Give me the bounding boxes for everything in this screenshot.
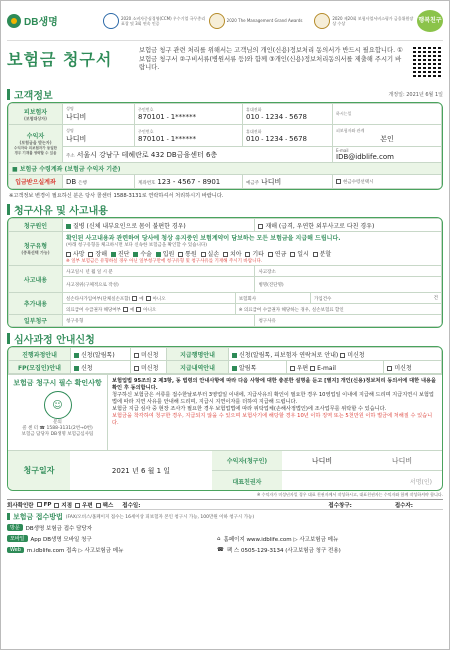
reception-row: 회사확인란 FP 지점 우편 팩스 접수일: 접수창구: 접수자: — [7, 499, 443, 510]
section-marker — [7, 513, 10, 520]
insured-label: 피보험자 (보험대상자) — [9, 104, 63, 125]
sign-note: ※ 수익자가 미성년자일 경우 대표 친권자께서 작성하시고, 대표친권자는 수익자와 함께 작성하셔야 합니다. — [256, 492, 443, 497]
claim-date-field[interactable]: 2021 년 6 월 1 일 — [111, 466, 171, 475]
award-ccm: 2020 소비자중심경영(CCM) 우수기업 국무총리표창 및 3회 연속 인증 — [103, 13, 206, 29]
reception-mail[interactable]: 우편 — [75, 501, 93, 509]
medical-aid-question[interactable]: 의료급여 수급권자 해당여부 예 아니오 — [63, 304, 236, 315]
logo-icon — [7, 14, 21, 28]
medical-aid-note: ※ 의료급여 수급권자 해당하는 경우, 실손보험료 할인 — [235, 304, 441, 315]
progress-apply[interactable]: 신청(알림톡) — [71, 348, 131, 361]
mascot-icon: 행복친구 — [417, 10, 443, 32]
detail-post[interactable]: 우편 E-mail — [286, 361, 384, 374]
disease-checkbox[interactable] — [66, 224, 71, 229]
claim-date-label: 청구일자 — [8, 451, 70, 490]
method-fax[interactable]: ☎ 팩 스 0505-129-3134 (사고보험금 청구 전용) — [217, 546, 341, 554]
person-icon: ☺ — [44, 391, 72, 419]
method-list — [7, 522, 443, 555]
bank-field[interactable]: DB 은행 — [63, 175, 135, 189]
disease-name-field[interactable]: 병명(진단명) — [255, 277, 442, 293]
beneficiary-phone-field[interactable]: 휴대전화 010 - 1234 - 5678 — [243, 125, 333, 147]
address-field[interactable]: 주소 서울시 강남구 테헤란로 432 DB금융센터 6층 — [63, 147, 333, 163]
qr-code-icon[interactable] — [413, 47, 443, 77]
section-marker — [7, 204, 10, 215]
beneficiary-sign-label: 수익자(청구인) — [212, 451, 282, 470]
rep-sign-label: 대표친권자 — [212, 471, 282, 491]
review-box — [7, 346, 443, 491]
type-hospital[interactable]: 입원 — [156, 251, 175, 258]
section-title: 청구사유 및 사고내용 — [14, 206, 108, 217]
account-label: 입금받으실계좌 — [9, 175, 63, 189]
beneficiary-label: 수익자 (보험금을 받는자) 수익자와 피보험자가 동일한 경우 기재를 생략할 수 있음 — [9, 125, 63, 163]
fp-label: FP(모집인)안내 — [9, 361, 71, 374]
cause-injury-option[interactable]: 재해 (급격, 우연한 외부사고로 다친 경우) — [255, 219, 442, 232]
accident-detail-field[interactable]: 사고경위(구체적으로 작성) — [63, 277, 255, 293]
customer-box — [7, 102, 443, 190]
occupation-field[interactable]: 하시는일 — [333, 104, 442, 125]
service-award-icon — [314, 13, 330, 29]
award-management: 2020 The Management Grand Awards — [209, 13, 312, 29]
pay-notice-apply[interactable]: 신청(알림톡, 피보험자 연락처로 안내) 미신청 — [229, 348, 442, 361]
section-marker — [7, 89, 10, 100]
method-visit[interactable]: 방문 DB생명 보험금 접수 담당자 — [7, 522, 217, 533]
signature-area — [8, 450, 442, 490]
revision-date: 개정일: 2021년 6월 1일 — [388, 92, 443, 98]
customer-section-header — [7, 87, 443, 102]
detail-label: 지급내역안내 — [167, 361, 229, 374]
type-dental[interactable]: 치아 — [223, 251, 242, 258]
joined-count-field[interactable]: 가입건수 건 — [311, 293, 442, 304]
insured-phone-field[interactable]: 휴대전화 010 - 1234 - 5678 — [243, 104, 333, 125]
partial-claim-label: 일부청구 — [9, 315, 63, 327]
law-notice: 보험업법 95조의 2 제3항, 동 법령의 안내사항에 따라 다음 사항에 대한 충분한 설명을 듣고 [별지] 개인(신용)정보처리 동의서에 대한 내용을 확인 후 동의합니다. 청구하신 보험금은 서류를 접수한날로부터 3영업일 이내에, 지급사유의 확인이 필요한 경우 10영업일 이내에 지급해 드리며 지급지연시 보험업법에 따라 지연 사유를 안내해 드리며, 지급시 지연이자를 더하여 지급해 드립니다. 보험금 지급 심사 중 현장 조사가 필요한 경우 보험업법에 따라 위탁업체(손해사정법인)에 조사업무를 위탁할 수 있습니다. 보험금을 착각하여 청구한 경우, 지급되지 않을 수 있으며 보험사기에 해당할 경우 10년 이하 징역 또는 5천만원 이하 벌금에 처해질 수 있습니다. — [112, 378, 436, 426]
section-title: 심사과정 안내신청 — [14, 335, 95, 346]
type-lump[interactable]: 일시 — [290, 251, 309, 258]
section-title: 고객정보 — [14, 91, 53, 102]
reception-fp[interactable]: FP — [37, 502, 52, 508]
ccm-seal-icon — [103, 13, 119, 29]
relation-field[interactable]: 피보험자와 관계 본인 — [333, 125, 442, 147]
type-indemnity[interactable]: 실손 — [201, 251, 220, 258]
review-section-header — [7, 331, 443, 346]
beneficiary-name-field[interactable]: 성명 나디비 — [63, 125, 135, 147]
method-title-row: 보험금 접수방법 (FAX/오비스/홈페이지 접수는 16세이상 피보험자 본인 청구시 가능, 100만원 이하 청구시 가능) — [7, 511, 443, 522]
method-homepage[interactable]: ⌂ 홈페이지 www.idblife.com ▷ 사고보험금 메뉴 — [217, 535, 339, 543]
extra-label: 추가내용 — [9, 293, 63, 315]
type-options: 확인된 사고내용과 관련하여 당사에 청상 유지중인 보험계약이 담보하는 모든 보험금을 지급해 드립니다. (아래 청구유형을 체크하시면 보다 신속한 보험금을 확인할 수 있습니다) 사망 장해 진단 수술 입원 통원 실손 치아 기타 연금 일시 분할 ※ 일부 보험금은 유형하실 경우 아닌 일부청구만에 청구유형 및 청구사유를 기재해 주시기 바랍니다. — [63, 232, 442, 266]
home-icon: ⌂ — [217, 535, 221, 542]
insurer-field[interactable]: 보험회사 — [235, 293, 310, 304]
type-diagnosis[interactable]: 진단 — [111, 251, 130, 258]
logo-text: DB생명 — [24, 17, 58, 28]
other-insurance-question[interactable]: 실손타사가입여부(단체실손포함) 예 아니오 — [63, 293, 236, 304]
required-notice: 보험금 청구 관련 처리를 위해서는 고객님의 개인(신용)정보처리 동의서가 반드시 필요합니다. ①보험금 청구서 ②구비서류(병원서류 등)와 함께 ③개인(신용)정보처리동의서를 제출해 주시기 바랍니다. — [139, 47, 403, 71]
type-split[interactable]: 분할 — [313, 251, 332, 258]
customer-footnote: ※고객정보 변경이 필요하신 분은 당사 콜센터 1588-3131로 연락하셔서 처리하시기 바랍니다. — [9, 193, 224, 199]
beneficiary-rrn-field[interactable]: 주민번호 870101 - 1****** — [135, 125, 243, 147]
type-pension[interactable]: 연금 — [268, 251, 287, 258]
award-service: 2020 제20회 보험사업서비스평가 금융위원장 상 수상 — [314, 13, 417, 29]
cause-label: 청구원인 — [9, 219, 63, 232]
accident-date-field[interactable]: 사고일시 년 월 일 시 분 — [63, 266, 255, 277]
help-panel: 보험금 청구시 필수 확인사항 ☺ 문의 콜 센 터 ☎ 1588-3131(2번→0번) 보험금 담당자 DB생명 보험금심사팀 — [8, 375, 108, 450]
partial-type-field[interactable]: 청구유형 — [63, 315, 255, 327]
insured-name-field[interactable]: 성명 나디비 — [63, 104, 135, 125]
type-surgery[interactable]: 수술 — [133, 251, 152, 258]
cash-option[interactable]: 현금수령선택시 — [333, 175, 442, 189]
type-checkbox-row — [66, 249, 438, 258]
claim-section-header — [7, 202, 443, 217]
cash-checkbox[interactable] — [336, 179, 341, 184]
detail-not-apply[interactable]: 미신청 — [384, 361, 442, 374]
beneficiary-sign-field[interactable]: 나디비 나디비 — [311, 456, 413, 465]
rep-sign-field[interactable]: 서명(인) — [409, 478, 432, 486]
page-title: 보험금 청구서 — [7, 50, 113, 69]
pay-notice-label: 지급행명안내 — [167, 348, 229, 361]
type-label: 청구유형 (중복선택 가능) — [9, 232, 63, 266]
section-marker — [7, 333, 10, 344]
partial-reason-field[interactable]: 청구사유 — [255, 315, 442, 327]
fp-apply[interactable]: 신청 — [71, 361, 131, 374]
fax-icon: ☎ — [217, 546, 224, 553]
cause-disease-option[interactable]: 질병 (신체 내부요인으로 몸이 불편한 경우) — [63, 219, 255, 232]
title-row — [7, 41, 443, 87]
payment-method-heading: ■ 보험금 수령계좌 (보험금 수익자 기준) — [9, 163, 442, 175]
email-field[interactable]: E-mail IDB@idblife.com — [333, 147, 442, 163]
account-number-field[interactable]: 계좌번호 123 - 4567 - 8901 — [135, 175, 243, 189]
consent-area — [8, 374, 442, 450]
reception-branch[interactable]: 지점 — [54, 501, 72, 509]
type-death[interactable]: 사망 — [66, 251, 85, 258]
accident-label: 사고내용 — [9, 266, 63, 293]
injury-checkbox[interactable] — [258, 224, 263, 229]
management-award-icon — [209, 13, 225, 29]
type-outpatient[interactable]: 통원 — [178, 251, 197, 258]
method-mobile[interactable]: 모바일 App DB생명 모바일 청구 — [7, 533, 217, 544]
detail-kakao[interactable]: 알림톡 — [229, 361, 287, 374]
type-other[interactable]: 기타 — [245, 251, 264, 258]
progress-label: 진행과정안내 — [9, 348, 71, 361]
reception-fax[interactable]: 팩스 — [96, 501, 114, 509]
account-holder-field[interactable]: 예금주 나디비 — [243, 175, 333, 189]
db-life-logo — [7, 13, 103, 28]
fp-not-apply[interactable]: 미신청 — [131, 361, 167, 374]
claim-box — [7, 217, 443, 328]
header-bar — [7, 1, 443, 41]
insured-rrn-field[interactable]: 주민번호 870101 - 1****** — [135, 104, 243, 125]
award-badges — [103, 13, 417, 29]
type-disability[interactable]: 장해 — [88, 251, 107, 258]
progress-not-apply[interactable]: 미신청 — [131, 348, 167, 361]
accident-place-field[interactable]: 사고장소 — [255, 266, 442, 277]
method-web[interactable]: Web m.idblife.com 접속 ▷ 사고보험금 메뉴 — [7, 544, 217, 555]
